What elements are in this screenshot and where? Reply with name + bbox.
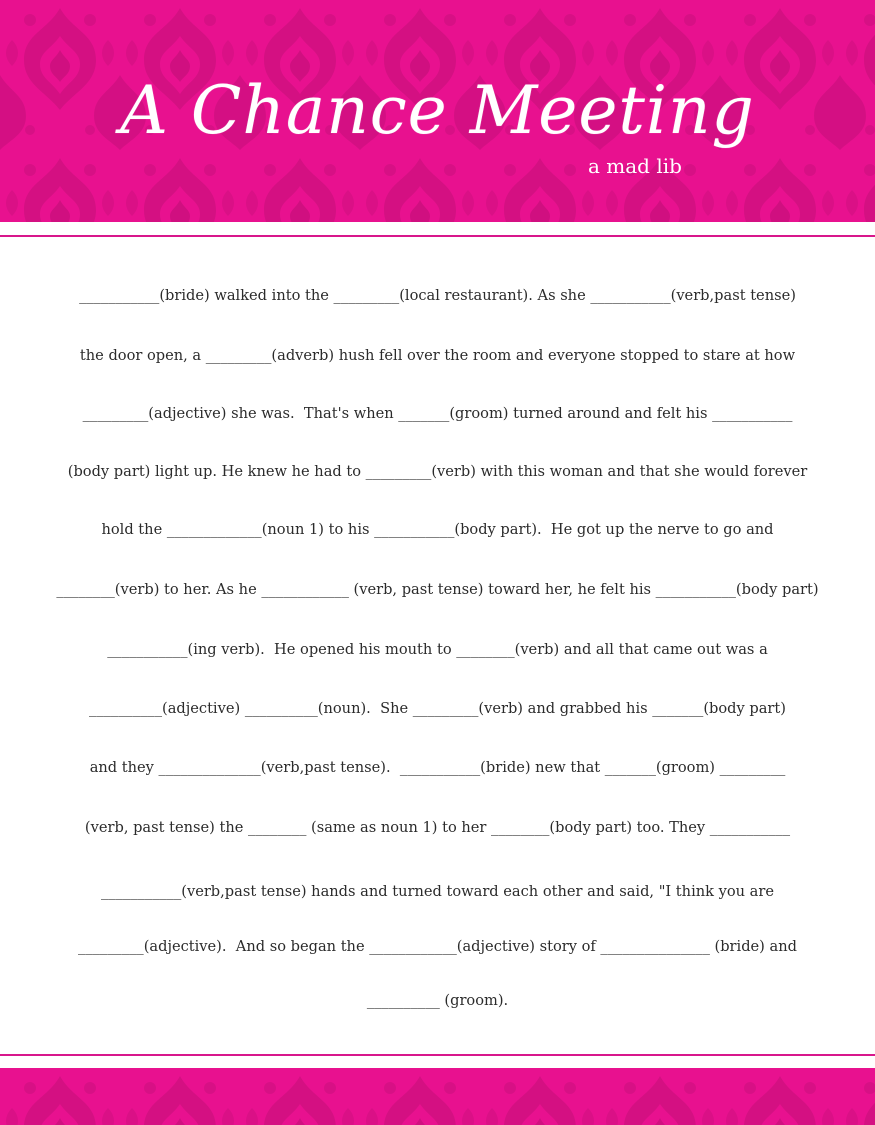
story-line: the door open, a _________(adverb) hush fell over the room and everyone stopped to stare at how	[79, 347, 796, 364]
bottom-divider	[0, 1054, 875, 1056]
top-divider	[0, 235, 875, 237]
story-line: and they ______________(verb,past tense). ___________(bride) new that _______(groom) _________	[89, 759, 786, 776]
story-line: (body part) light up. He knew he had to _________(verb) with this woman and that she would forever	[67, 463, 808, 480]
page-title: A Chance Meeting	[120, 72, 755, 149]
header-banner	[0, 0, 875, 222]
story-line: ___________(ing verb). He opened his mouth to ________(verb) and all that came out was a	[107, 641, 768, 658]
story-line: __________ (groom).	[366, 992, 509, 1009]
story-line: ________(verb) to her. As he ____________ (verb, past tense) toward her, he felt his ___________(body part)	[56, 581, 819, 598]
story-line: __________(adjective) __________(noun). She _________(verb) and grabbed his _______(body part)	[89, 700, 786, 717]
story-line: _________(adjective). And so began the ____________(adjective) story of _______________ (bride) and	[78, 938, 797, 955]
footer-banner	[0, 1068, 875, 1125]
story-line: ___________(bride) walked into the _________(local restaurant). As she ___________(verb,past tense)	[79, 287, 796, 304]
story-line: (verb, past tense) the ________ (same as noun 1) to her ________(body part) too. They ___________	[84, 819, 791, 836]
page-subtitle: a mad lib	[588, 154, 682, 178]
story-line: _________(adjective) she was. That's when _______(groom) turned around and felt his ___________	[82, 405, 793, 422]
story-line: ___________(verb,past tense) hands and turned toward each other and said, "I think you are	[100, 883, 774, 900]
damask-pattern-footer	[0, 1068, 875, 1125]
story-line: hold the _____________(noun 1) to his ___________(body part). He got up the nerve to go and	[101, 521, 774, 538]
